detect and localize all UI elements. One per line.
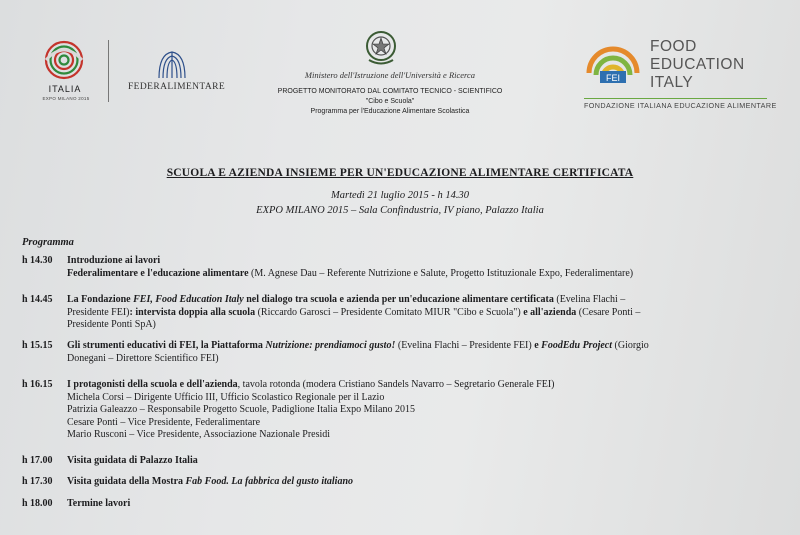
agenda-text: Presidente FEI) xyxy=(67,306,130,318)
agenda-time: h 14.30 xyxy=(22,255,53,266)
italia-expo-logo-icon xyxy=(40,38,88,86)
agenda-text: Visita guidata della Mostra xyxy=(67,476,186,487)
agenda-text: (M. Agnese Dau – Referente Nutrizione e Salute, Progetto Istituzionale Expo, Federalimentare) xyxy=(248,267,634,279)
ministry-name: Ministero dell'Istruzione dell'Università e Ricerca xyxy=(304,70,476,80)
agenda-text: (Evelina Flachi – Presidente FEI) xyxy=(395,340,532,351)
cibo-e-scuola-line: "Cibo e Scuola" xyxy=(365,98,415,105)
federalimentare-logo-icon xyxy=(155,50,189,80)
agenda-line: Termine lavori xyxy=(67,498,131,509)
programma-heading: Programma xyxy=(22,237,74,248)
agenda-line: Visita guidata di Palazzo Italia xyxy=(67,455,198,466)
event-title: SCUOLA E AZIENDA INSIEME PER UN'EDUCAZIONE ALIMENTARE CERTIFICATA xyxy=(166,167,634,179)
fei-word-italy: ITALY xyxy=(650,74,694,91)
fei-subtitle: FONDAZIONE ITALIANA EDUCAZIONE ALIMENTARE xyxy=(584,101,777,110)
federalimentare-label: FEDERALIMENTARE xyxy=(128,82,226,92)
expo-logo-text: EXPO MILANO 2015 xyxy=(42,96,90,101)
agenda-time: h 18.00 xyxy=(22,498,53,509)
agenda-text: nel dialogo tra scuola e azienda per un'educazione alimentare certificata xyxy=(243,294,554,305)
event-date: Martedì 21 luglio 2015 - h 14.30 xyxy=(331,190,469,201)
agenda-text: (Cesare Ponti – xyxy=(576,306,641,318)
agenda-line: Presidente Ponti SpA) xyxy=(67,319,156,330)
agenda-text: (Evelina Flachi – xyxy=(553,294,626,305)
project-line: PROGETTO MONITORATO DAL COMITATO TECNICO - SCIENTIFICO xyxy=(277,88,503,95)
agenda-text: Fab Food. La fabbrica del gusto italiano xyxy=(185,476,354,487)
agenda-time: h 17.30 xyxy=(22,476,53,487)
fei-logo-text: FEI xyxy=(605,73,621,83)
agenda-time: h 14.45 xyxy=(22,294,53,305)
programma-educazione-line: Programma per l'Educazione Alimentare Scolastica xyxy=(310,108,470,115)
agenda-text: FoodEdu Project xyxy=(541,340,613,351)
agenda-time: h 15.15 xyxy=(22,340,53,351)
agenda-line: Donegani – Direttore Scientifico FEI) xyxy=(67,352,219,364)
agenda-text: , tavola rotonda (modera Cristiano Sandels Navarro – Segretario Generale FEI) xyxy=(237,379,555,390)
food-education-italy-logo-icon xyxy=(583,37,643,97)
agenda-line: Patrizia Galeazzo – Responsabile Progetto Scuole, Padiglione Italia Expo Milano 2015 xyxy=(67,404,415,415)
agenda-line: Michela Corsi – Dirigente Ufficio III, Ufficio Scolastico Regionale per il Lazio xyxy=(67,391,385,403)
agenda-line: Mario Rusconi – Vice Presidente, Associazione Nazionale Presidi xyxy=(67,429,331,440)
agenda-time: h 17.00 xyxy=(22,455,53,466)
logo-divider xyxy=(108,40,109,102)
agenda-line: Cesare Ponti – Vice Presidente, Federalimentare xyxy=(67,416,261,428)
italia-logo-text: ITALIA xyxy=(48,84,82,94)
agenda-line: Introduzione ai lavori xyxy=(67,255,161,266)
agenda-text: (Riccardo Garosci – Presidente Comitato MIUR "Cibo e Scuola") xyxy=(255,306,521,318)
agenda-text: e all'azienda xyxy=(520,306,577,318)
agenda-text: I protagonisti della scuola e dell'azienda xyxy=(67,379,238,390)
agenda-text: Federalimentare e l'educazione alimentare xyxy=(67,267,249,279)
agenda-text: e xyxy=(531,340,542,351)
fei-word-education: EDUCATION xyxy=(650,56,745,73)
event-place: EXPO MILANO 2015 – Sala Confindustria, IV piano, Palazzo Italia xyxy=(256,205,544,216)
italian-republic-emblem-icon xyxy=(363,27,399,67)
agenda-text: Nutrizione: prendiamoci gusto! xyxy=(265,340,396,351)
agenda-text: (Giorgio xyxy=(612,340,649,351)
agenda-text: Gli strumenti educativi di FEI, la Piattaforma xyxy=(67,340,266,351)
agenda-time: h 16.15 xyxy=(22,379,53,390)
agenda-text: : intervista doppia alla scuola xyxy=(129,306,256,318)
agenda-text: FEI, Food Education Italy xyxy=(133,294,244,305)
fei-word-food: FOOD xyxy=(650,38,697,55)
agenda-text: La Fondazione xyxy=(67,294,134,305)
